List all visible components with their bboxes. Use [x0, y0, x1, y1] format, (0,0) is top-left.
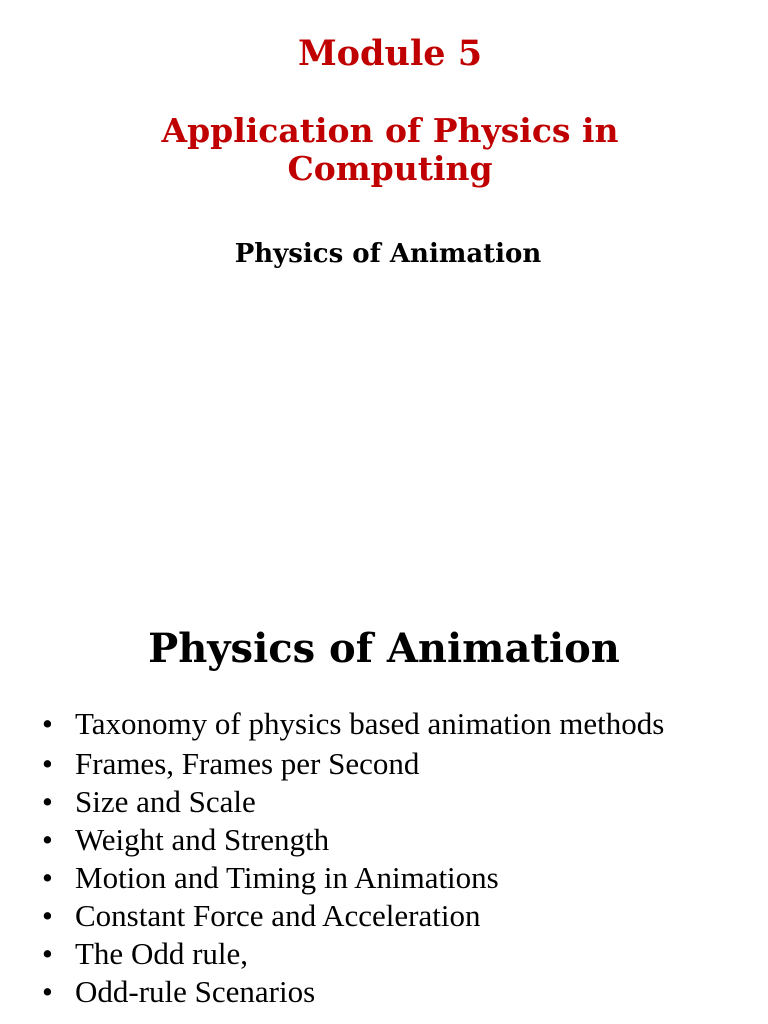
bullet-icon: •: [42, 822, 53, 857]
bullet-list: [42, 708, 722, 1014]
bullet-item: [42, 900, 722, 931]
bullet-text: Weight and Strength: [75, 822, 330, 857]
bullet-text: Motion and Timing in Animations: [75, 860, 499, 895]
topic-subheading: Physics of Animation: [234, 239, 542, 269]
bullet-icon: •: [42, 974, 53, 1009]
content-slide: [0, 590, 768, 1024]
bullet-text: Constant Force and Acceleration: [75, 898, 481, 933]
slide-title: Physics of Animation: [148, 625, 620, 672]
bullet-item: [42, 708, 722, 739]
bullet-icon: •: [42, 784, 53, 819]
course-heading: Application of Physics in Computing: [161, 111, 619, 188]
bullet-item: [42, 786, 722, 817]
bullet-item: [42, 862, 722, 893]
bullet-icon: •: [42, 706, 53, 741]
bullet-icon: •: [42, 936, 53, 971]
bullet-icon: •: [42, 898, 53, 933]
bullet-text: Frames, Frames per Second: [75, 746, 420, 781]
bullet-item: [42, 976, 722, 1007]
module-title: Module 5: [297, 33, 483, 74]
bullet-text: The Odd rule,: [75, 936, 249, 971]
bullet-item: [42, 748, 722, 779]
bullet-text: Taxonomy of physics based animation methods: [75, 706, 665, 741]
bullet-text: Size and Scale: [75, 784, 256, 819]
bullet-icon: •: [42, 860, 53, 895]
bullet-item: [42, 824, 722, 855]
bullet-icon: •: [42, 746, 53, 781]
bullet-text: Odd-rule Scenarios: [75, 974, 316, 1009]
bullet-item: [42, 938, 722, 969]
